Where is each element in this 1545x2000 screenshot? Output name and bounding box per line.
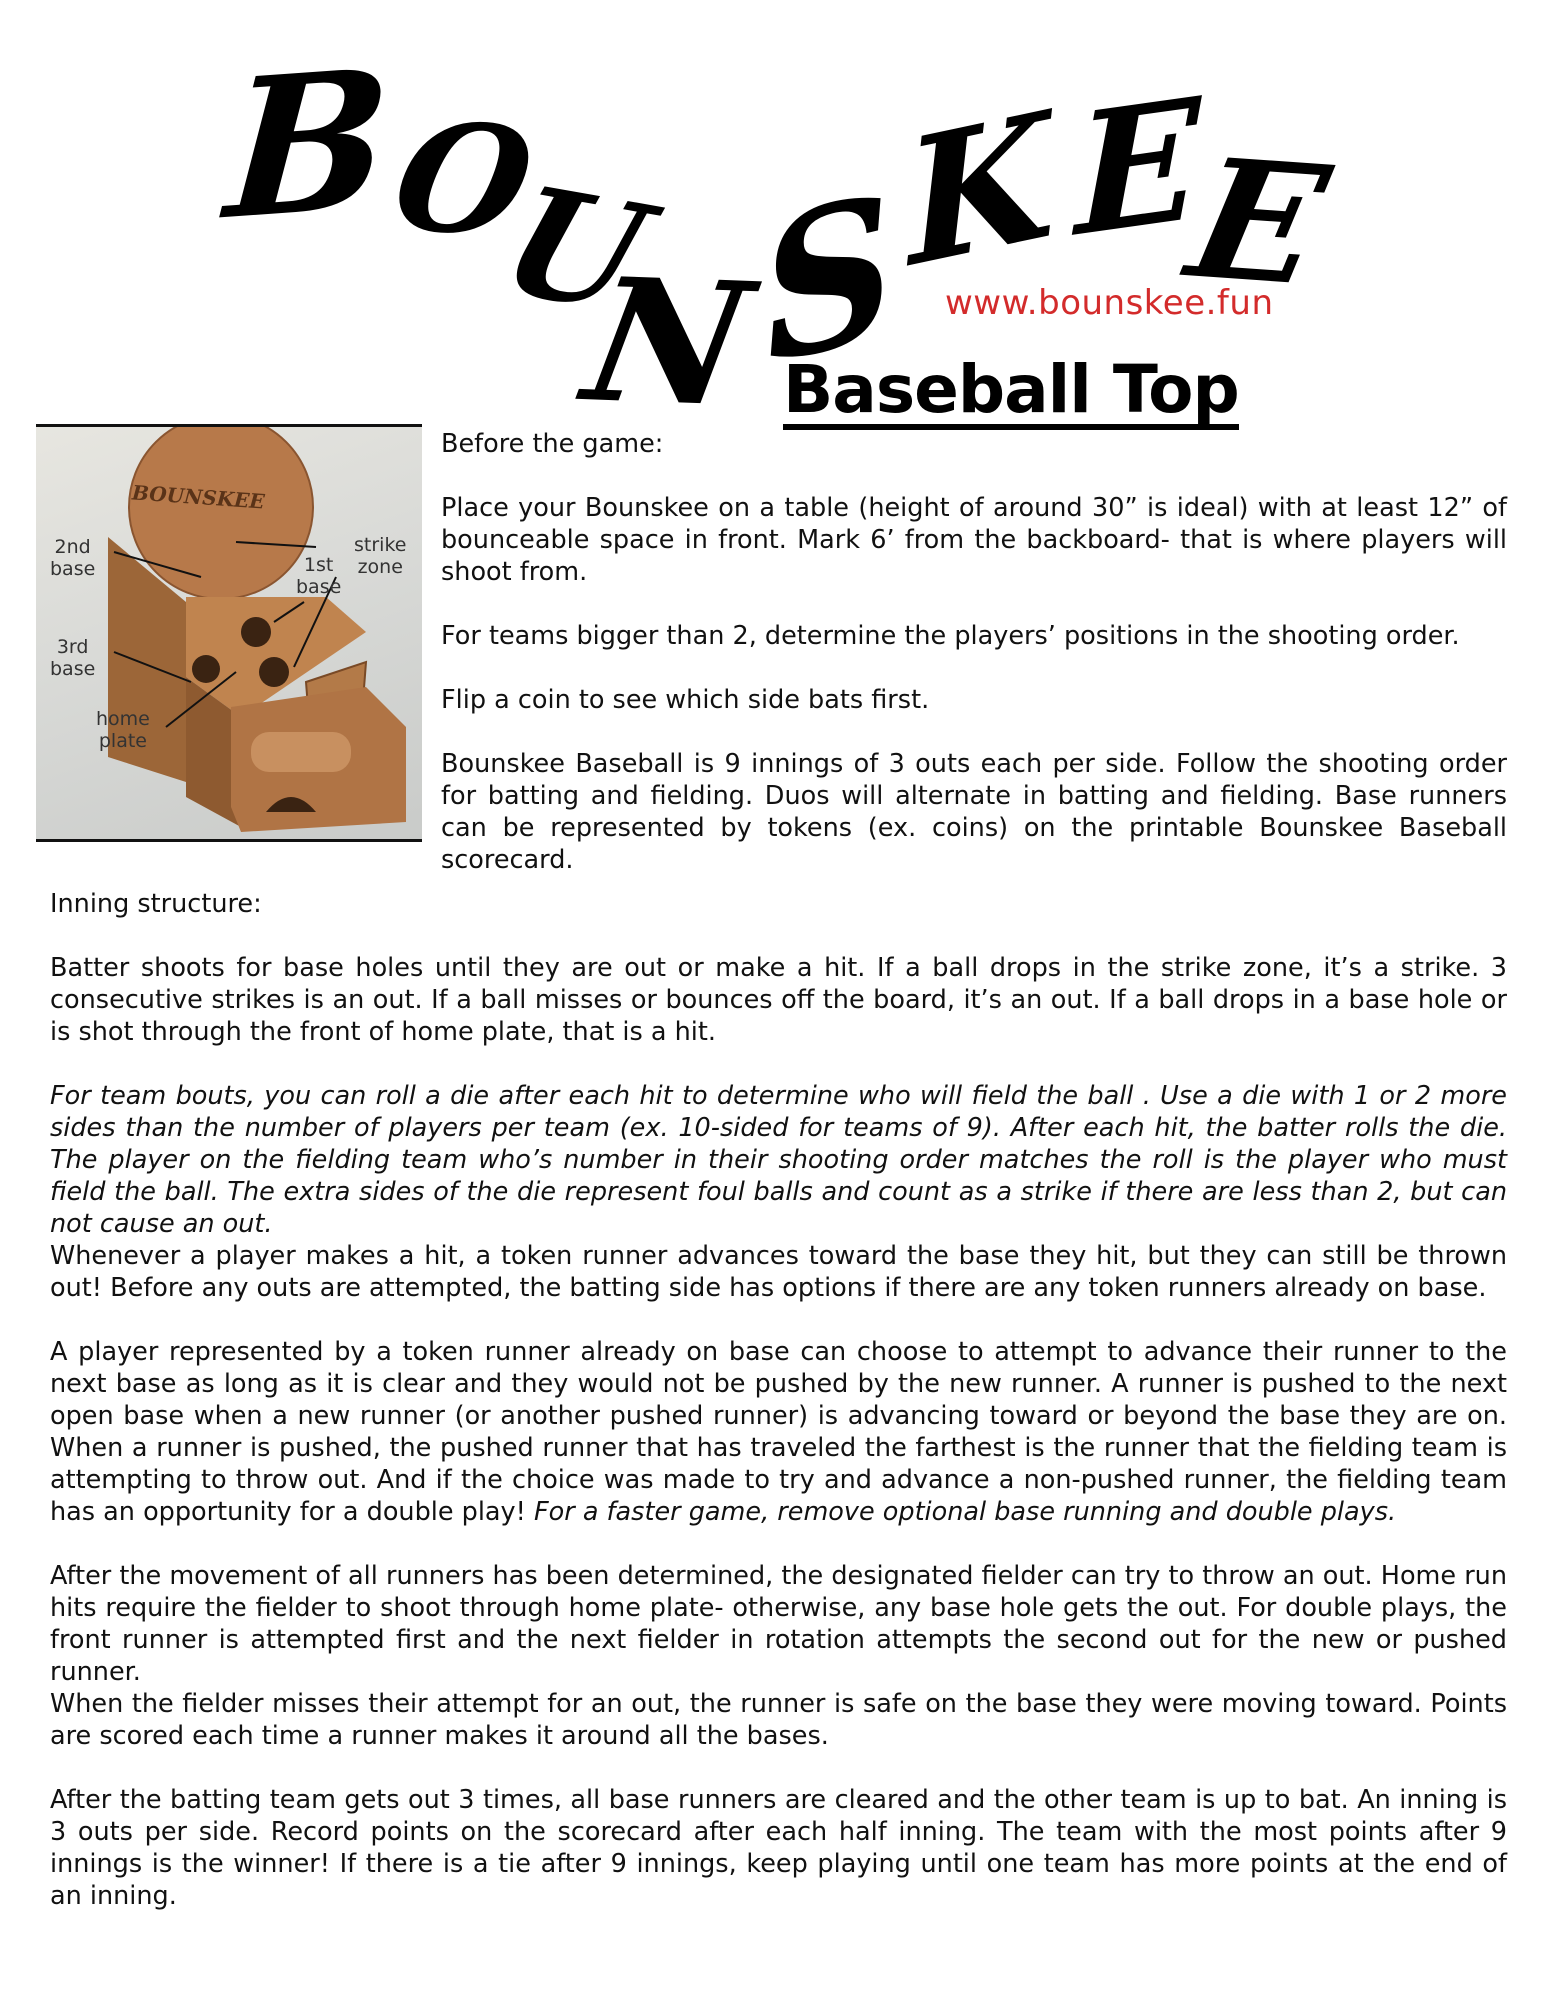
logo-letter-n: N — [572, 240, 763, 446]
inning-structure-heading: Inning structure: — [50, 889, 262, 919]
page-title: Baseball Top — [783, 355, 1239, 430]
photo-logo-text: BOUNSKEE — [131, 480, 266, 514]
batting-paragraph: Batter shoots for base holes until they are out or make a hit. If a ball drops in the strike zone, it’s a strike. 3 consecutive strikes is an out. If a ball misses or bounces off the board, it’s an out. If a ball drops in a base hole or is shot through the front of home plate, that is a hit. — [50, 953, 1507, 1047]
label-strike-zone — [354, 535, 406, 579]
label-2nd-base-text: 2nd base — [50, 536, 96, 580]
label-3rd-base — [50, 637, 95, 681]
logo-letter-b: B — [220, 26, 397, 263]
logo-letter-e2: E — [1174, 121, 1342, 323]
end-of-game-paragraph: After the batting team gets out 3 times, all base runners are cleared and the other team is up to bat. An inning is 3 outs per side. Record points on the scorecard after each half inning. The team with the most points after 9 innings is the winner! If there is a tie after 9 innings, keep playing until one team has more points at the end of an inning. — [50, 1785, 1507, 1911]
faster-game-note: For a faster game, remove optional base running and double plays. — [533, 1497, 1397, 1527]
product-photo — [36, 424, 422, 842]
label-1st-base — [296, 555, 341, 599]
setup-paragraph: Place your Bounskee on a table (height of around 30” is ideal) with at least 12” of bounceable space in front. Mark 6’ from the backboard- that is where players will shoot from. — [441, 493, 1507, 587]
label-3rd-base-text: 3rd base — [50, 636, 96, 680]
label-home-plate — [96, 709, 150, 753]
coin-flip-paragraph: Flip a coin to see which side bats first. — [441, 685, 930, 715]
base-running-text: A player represented by a token runner already on base can choose to attempt to advance their runner to the next base as long as it is clear and they would not be pushed by the new runner. A runner is pushed to the next open base when a new runner (or another pushed runner) is advancing toward or beyond the base they are on. When a runner is pushed, the pushed runner that has traveled the farthest is the runner that the fielding team is attempting to throw out. And if the choice was made to try and advance a non-pushed runner, the fielding team has an opportunity for a double play! — [50, 1337, 1507, 1527]
label-home-plate-text: home plate — [96, 708, 150, 752]
hit-runner-paragraph: Whenever a player makes a hit, a token runner advances toward the base they hit, but they can still be thrown out! Before any outs are attempted, the batting side has options if there are any token runners already on base. — [50, 1241, 1507, 1303]
logo-letter-u: U — [483, 154, 668, 346]
logo-letter-s: S — [750, 150, 907, 409]
before-game-heading: Before the game: — [441, 429, 664, 459]
scoring-paragraph: When the fielder misses their attempt for an out, the runner is safe on the base they were moving toward. Points are scored each time a runner makes it around all the bases. — [50, 1689, 1507, 1751]
rules-overview-paragraph: Bounskee Baseball is 9 innings of 3 outs each per side. Follow the shooting order for batting and fielding. Duos will alternate in batting and fielding. Base runners can be represented by tokens (ex. coins) on the printable Bounskee Baseball scorecard. — [441, 749, 1507, 875]
label-strike-zone-text: strike zone — [354, 534, 407, 578]
logo-letter-k: K — [899, 73, 1059, 307]
logo-letter-e1: E — [1075, 60, 1201, 274]
team-bouts-paragraph: For team bouts, you can roll a die after each hit to determine who will field the ball . Use a die with 1 or 2 more sides than the number of players per team (ex. 10-sided for teams of 9). After each hit, the batter rolls the die. The player on the fielding team who’s number in their shooting order matches the roll is the player who must field the ball. The extra sides of the die represent foul balls and count as a strike if there are less than 2, but can not cause an out. — [50, 1081, 1507, 1239]
logo-letter-o: O — [379, 88, 547, 272]
base-running-paragraph — [50, 1336, 1507, 1528]
label-2nd-base — [50, 537, 95, 581]
fielding-paragraph: After the movement of all runners has been determined, the designated fielder can try to throw an out. Home run hits require the fielder to shoot through home plate- otherwise, any base hole gets the out. For double plays, the front runner is attempted first and the next fielder in rotation attempts the second out for the new or pushed runner. — [50, 1561, 1507, 1687]
shooting-order-paragraph: For teams bigger than 2, determine the players’ positions in the shooting order. — [441, 621, 1460, 651]
website-url[interactable]: www.bounskee.fun — [945, 283, 1274, 323]
label-1st-base-text: 1st base — [296, 554, 342, 598]
